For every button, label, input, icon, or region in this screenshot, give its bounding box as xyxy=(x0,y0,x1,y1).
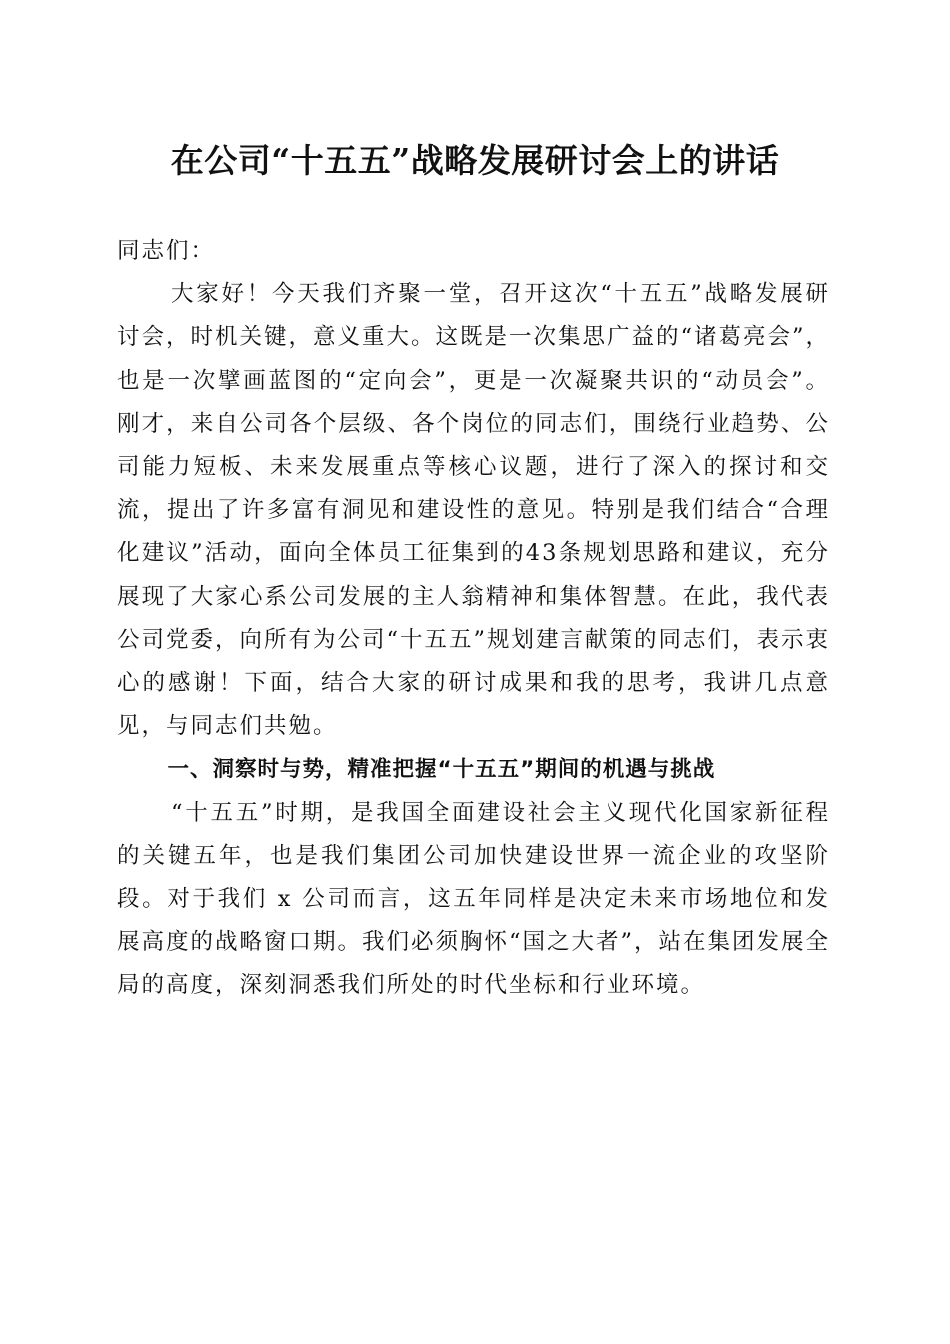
salutation: 同志们： xyxy=(117,238,216,264)
paragraph-opening: 大家好！今天我们齐聚一堂，召开这次“十五五”战略发展研讨会，时机关键，意义重大。这既是一次集思广益的“诸葛亮会”，也是一次擘画蓝图的“定向会”，更是一次凝聚共识的“动员会”。刚才，来自公司各个层级、各个岗位的同志们，围绕行业趋势、公司能力短板、未来发展重点等核心议题，进行了深入的探讨和交流，提出了许多富有洞见和建设性的意见。特别是我们结合“合理化建议”活动，面向全体员工征集到的43条规划思路和建议，充分展现了大家心系公司发展的主人翁精神和集体智慧。在此，我代表公司党委，向所有为公司“十五五”规划建言献策的同志们，表示衷心的感谢！下面，结合大家的研讨成果和我的思考，我讲几点意见，与同志们共勉。 xyxy=(117,281,831,740)
document-body xyxy=(117,230,830,1008)
paragraph-section-1: “十五五”时期，是我国全面建设社会主义现代化国家新征程的关键五年，也是我们集团公司加快建设世界一流企业的攻坚阶段。对于我们 x 公司而言，这五年同样是决定未来市场地位和发展高度的战略窗口期。我们必须胸怀“国之大者”，站在集团发展全局的高度，深刻洞悉我们所处的时代坐标和行业环境。 xyxy=(117,799,831,999)
document-title: 在公司“十五五”战略发展研讨会上的讲话 xyxy=(170,141,780,180)
section-heading-1: 一、洞察时与势，精准把握“十五五”期间的机遇与挑战 xyxy=(167,757,716,783)
